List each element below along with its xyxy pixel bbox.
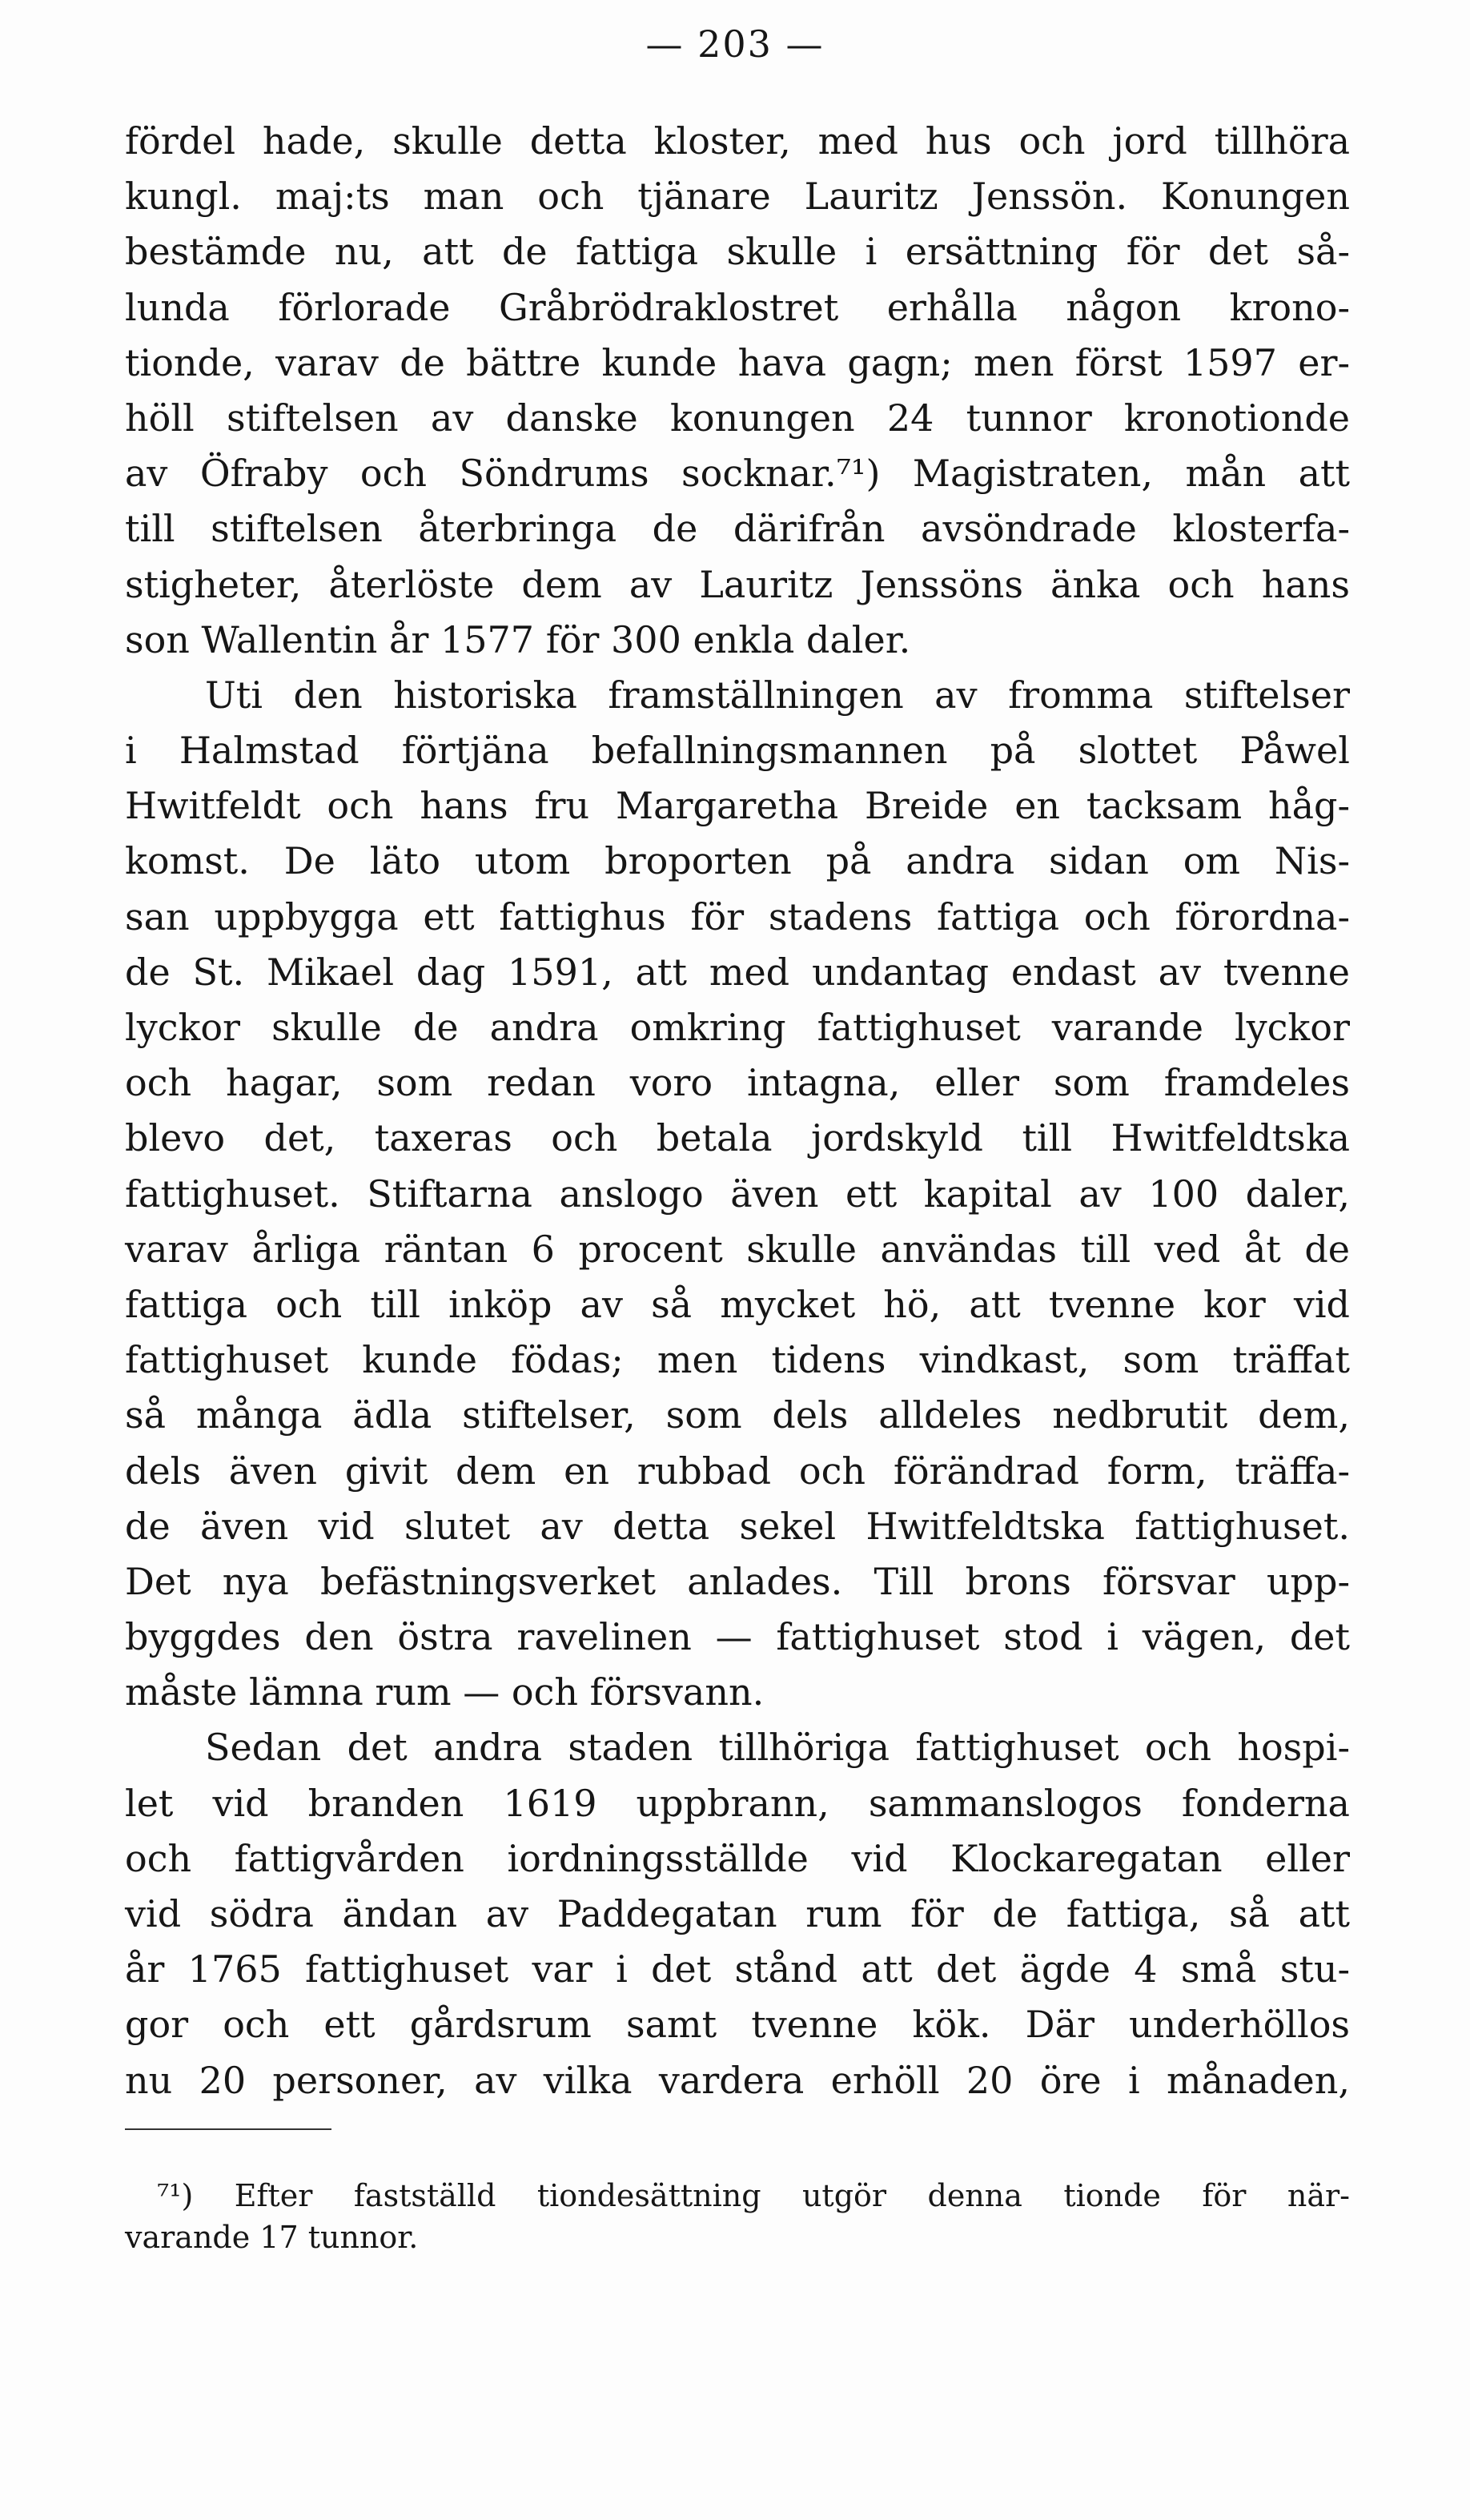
text-line: fattighuset kunde födas; men tidens vindkast, som träffat	[125, 1338, 1350, 1382]
text-line: vid södra ändan av Paddegatan rum för de fattiga, så att	[125, 1892, 1350, 1935]
text-line: till stiftelsen återbringa de därifrån avsöndrade klosterfa-	[125, 507, 1350, 551]
text-line: stigheter, återlöste dem av Lauritz Jenssöns änka och hans	[125, 562, 1350, 606]
text-line: fattighuset. Stiftarna anslogo även ett kapital av 100 daler,	[125, 1172, 1350, 1216]
text-line: de St. Mikael dag 1591, att med undantag endast av tvenne	[125, 950, 1350, 994]
text-line: fattiga och till inköp av så mycket hö, att tvenne kor vid	[125, 1282, 1350, 1326]
text-line: fördel hade, skulle detta kloster, med hus och jord tillhöra	[125, 119, 1350, 163]
text-line: och hagar, som redan voro intagna, eller som framdeles	[125, 1061, 1350, 1105]
text-line: lyckor skulle de andra omkring fattighuset varande lyckor	[125, 1006, 1350, 1049]
paragraph-start-line: Sedan det andra staden tillhöriga fattighuset och hospi-	[205, 1726, 1350, 1770]
text-line: varav årliga räntan 6 procent skulle användas till ved åt de	[125, 1227, 1350, 1271]
text-line: bestämde nu, att de fattiga skulle i ersättning för det så-	[125, 230, 1350, 274]
footnote-divider	[125, 2128, 331, 2130]
text-line: och fattigvården iordningsställde vid Klockaregatan eller	[125, 1836, 1350, 1880]
text-line: höll stiftelsen av danske konungen 24 tunnor kronotionde	[125, 396, 1350, 440]
body-text	[125, 114, 1350, 2108]
text-line: san uppbygga ett fattighus för stadens fattiga och förordna-	[125, 894, 1350, 938]
text-line: let vid branden 1619 uppbrann, sammanslogos fonderna	[125, 1781, 1350, 1825]
paragraph-end-line: son Wallentin år 1577 för 300 enkla daler.	[125, 617, 911, 661]
text-line: Det nya befästningsverket anlades. Till brons försvar upp-	[125, 1559, 1350, 1603]
paragraph-end-line: måste lämna rum — och försvann.	[125, 1670, 765, 1714]
text-line: år 1765 fattighuset var i det stånd att det ägde 4 små stu-	[125, 1947, 1350, 1991]
footnote-line: ⁷¹) Efter fastställd tiondesättning utgör denna tionde för när-	[157, 2178, 1350, 2213]
text-line: de även vid slutet av detta sekel Hwitfeldtska fattighuset.	[125, 1504, 1350, 1548]
text-line: kungl. maj:ts man och tjänare Lauritz Jenssön. Konungen	[125, 175, 1350, 219]
footnote	[125, 2175, 1350, 2258]
text-line: byggdes den östra ravelinen — fattighuset stod i vägen, det	[125, 1615, 1350, 1659]
text-line: tionde, varav de bättre kunde hava gagn; men först 1597 er-	[125, 340, 1350, 384]
text-line: dels även givit dem en rubbad och förändrad form, träffa-	[125, 1449, 1350, 1493]
text-line: av Öfraby och Söndrums socknar.⁷¹) Magistraten, mån att	[125, 452, 1350, 496]
text-line: nu 20 personer, av vilka vardera erhöll 20 öre i månaden,	[125, 2058, 1350, 2102]
text-line: komst. De läto utom broporten på andra sidan om Nis-	[125, 839, 1350, 883]
page-number: — 203 —	[645, 22, 825, 66]
text-line: så många ädla stiftelser, som dels alldeles nedbrutit dem,	[125, 1393, 1350, 1437]
text-line: blevo det, taxeras och betala jordskyld till Hwitfeldtska	[125, 1116, 1350, 1160]
text-line: Hwitfeldt och hans fru Margaretha Breide en tacksam håg-	[125, 784, 1350, 828]
footnote-line: varande 17 tunnor.	[125, 2220, 419, 2255]
text-line: lunda förlorade Gråbrödraklostret erhålla någon krono-	[125, 285, 1350, 329]
text-line: gor och ett gårdsrum samt tvenne kök. Där underhöllos	[125, 2003, 1350, 2047]
text-line: i Halmstad förtjäna befallningsmannen på slottet Påwel	[125, 729, 1350, 773]
paragraph-start-line: Uti den historiska framställningen av fromma stiftelser	[205, 673, 1350, 717]
